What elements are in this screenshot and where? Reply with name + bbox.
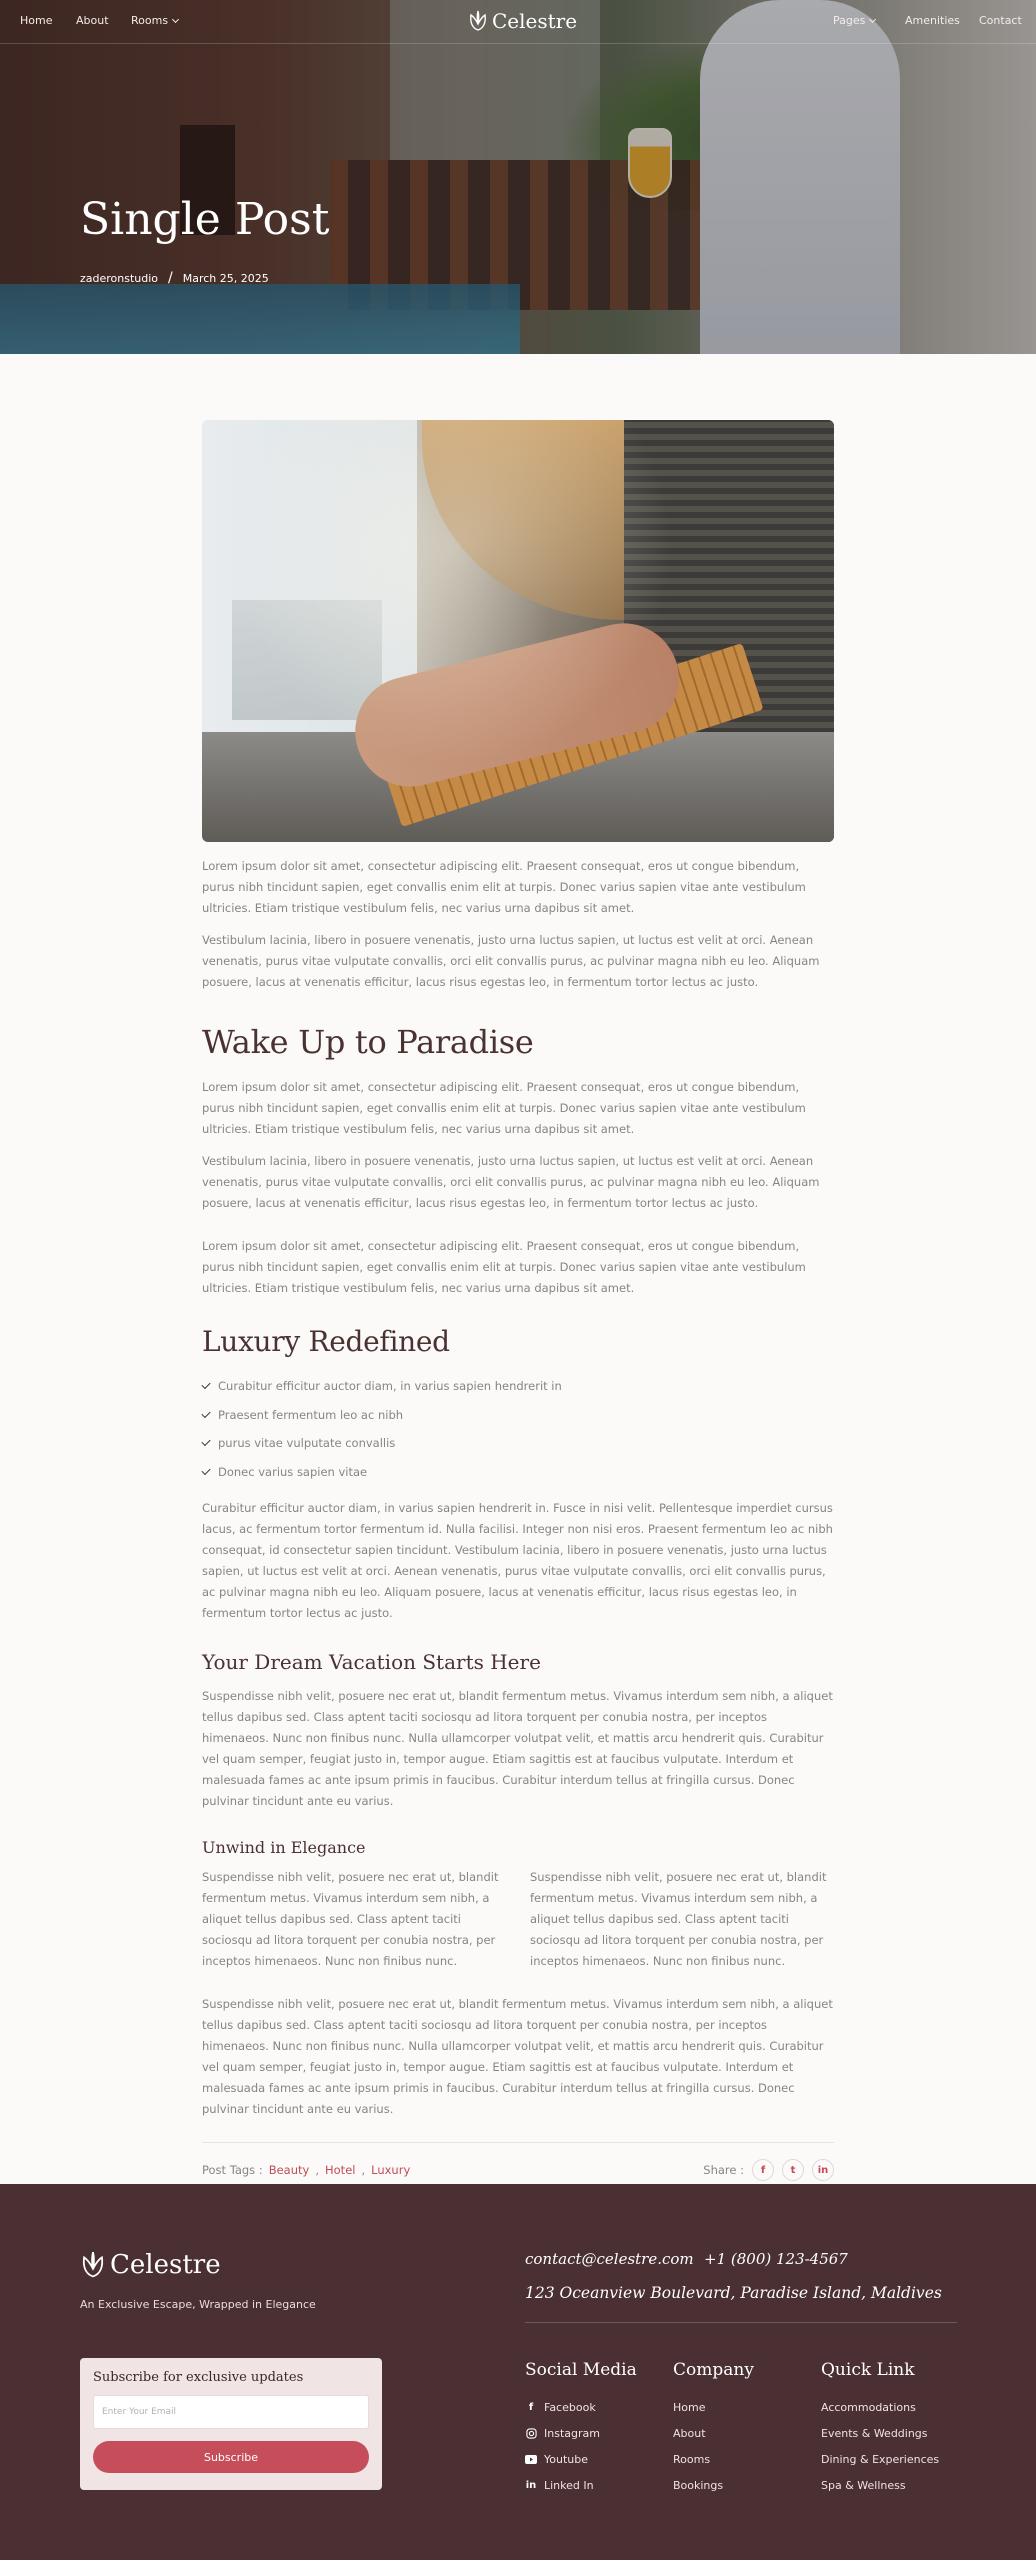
quick-link-events[interactable]: Events & Weddings — [821, 2426, 928, 2440]
nav-rooms[interactable] — [131, 14, 178, 27]
share-label: Share : — [703, 2163, 744, 2177]
paragraph: Lorem ipsum dolor sit amet, consectetur adipiscing elit. Praesent consequat, eros ut congue bibendum, purus nibh tincidunt sapien, eget convallis enim elit at turpis. Donec varius sapien vitae ante vestibulum ultricies. Etiam tristique vestibulum felis, nec varius urna dapibus sit amet. — [202, 859, 806, 915]
check-icon — [201, 1466, 210, 1475]
linkedin-share-icon[interactable]: in — [812, 2159, 834, 2181]
heading-wake-up: Wake Up to Paradise — [202, 1023, 534, 1061]
list-item — [202, 1429, 834, 1458]
chevron-down-icon — [869, 16, 876, 23]
paragraph: Vestibulum lacinia, libero in posuere venenatis, justo urna luctus sapien, ut luctus est velit at orci. Aenean venenatis, purus vitae vulputate convallis, orci elit convallis purus, ac pulvinar magna nibh eu leo. Aliquam posuere, lacus at venenatis efficitur, lacus risus egestas leo, in fermentum tortor lectus ac justo. — [202, 1154, 820, 1210]
twitter-share-icon[interactable]: t — [782, 2159, 804, 2181]
list-item-text: Donec varius sapien vitae — [218, 1464, 368, 1479]
subscribe-button[interactable]: Subscribe — [93, 2441, 369, 2473]
contact-address: 123 Oceanview Boulevard, Paradise Island, Maldives — [525, 2284, 942, 2302]
contact-email[interactable]: contact@celestre.com — [525, 2250, 694, 2268]
company-link-home[interactable]: Home — [673, 2400, 706, 2414]
contact-phone[interactable]: +1 (800) 123-4567 — [704, 2250, 848, 2268]
post-featured-image — [202, 420, 834, 842]
quick-link-dining[interactable]: Dining & Experiences — [821, 2452, 940, 2466]
company-link-bookings[interactable]: Bookings — [673, 2478, 724, 2492]
youtube-icon — [525, 2453, 537, 2465]
footer-company-column — [673, 2360, 754, 2498]
company-title: Company — [673, 2360, 754, 2380]
social-label: Facebook — [544, 2400, 596, 2414]
check-icon — [201, 1409, 210, 1418]
post-meta — [80, 270, 269, 286]
footer-brand-name: Celestre — [110, 2250, 221, 2280]
quick-link-accommodations[interactable]: Accommodations — [821, 2400, 916, 2414]
post-footer — [202, 2142, 834, 2181]
social-label: Linked In — [544, 2478, 594, 2492]
footer-brand-logo[interactable] — [80, 2250, 221, 2280]
facebook-share-icon[interactable]: f — [752, 2159, 774, 2181]
nav-contact[interactable]: Contact — [979, 14, 1022, 27]
page-title: Single Post — [80, 194, 330, 245]
heading-unwind: Unwind in Elegance — [202, 1838, 366, 1857]
check-icon — [201, 1380, 210, 1389]
social-label: Instagram — [544, 2426, 600, 2440]
linkedin-icon: in — [525, 2479, 537, 2491]
two-column-text — [202, 1867, 834, 1972]
facebook-icon: f — [528, 2401, 534, 2413]
nav-about[interactable]: About — [76, 14, 109, 27]
paragraph: Lorem ipsum dolor sit amet, consectetur adipiscing elit. Praesent consequat, eros ut congue bibendum, purus nibh tincidunt sapien, eget convallis enim elit at turpis. Donec varius sapien vitae ante vestibulum ultricies. Etiam tristique vestibulum felis, nec varius urna dapibus sit amet. — [202, 1080, 806, 1136]
heading-luxury: Luxury Redefined — [202, 1325, 450, 1358]
lotus-icon — [80, 2251, 106, 2279]
hero-overlay — [0, 0, 1036, 354]
list-item — [202, 1401, 834, 1430]
post-tags — [202, 2163, 410, 2177]
hero-banner — [0, 0, 1036, 354]
post-date: March 25, 2025 — [182, 271, 269, 285]
brand-logo[interactable] — [468, 9, 577, 33]
tag-beauty[interactable]: Beauty — [268, 2163, 310, 2177]
list-item-text: Praesent fermentum leo ac nibh — [218, 1407, 404, 1422]
top-nav — [0, 0, 1036, 44]
meta-separator: / — [168, 270, 173, 286]
subscribe-box — [80, 2358, 382, 2490]
instagram-icon — [525, 2427, 537, 2439]
social-label: Youtube — [544, 2452, 588, 2466]
lotus-icon — [468, 10, 488, 32]
brand-name: Celestre — [492, 9, 578, 33]
subscribe-title: Subscribe for exclusive updates — [93, 2370, 304, 2385]
post-author[interactable]: zaderonstudio — [80, 271, 159, 285]
social-youtube[interactable] — [525, 2446, 637, 2472]
social-instagram[interactable] — [525, 2420, 637, 2446]
paragraph: Suspendisse nibh velit, posuere nec erat ut, blandit fermentum metus. Vivamus interdum sem nibh, a aliquet tellus dapibus sed. Class aptent taciti sociosqu ad litora torquent per conubia nostra, per inceptos himenaeos. Nunc non finibus nunc. Nulla ullamcorper volutpat velit, et mattis arcu hendrerit quis. Curabitur vel quam semper, feugiat justo in, tempor augue. Etiam sagittis est at faucibus vulputate. Interdum et malesuada fames ac ante ipsum primis in faucibus. Curabitur interdum tellus at fringilla cursus. Donec pulvinar tincidunt ante eu varius. — [202, 1997, 833, 2116]
site-footer — [0, 2184, 1036, 2560]
footer-social-column — [525, 2360, 637, 2498]
share-links — [703, 2159, 834, 2181]
check-icon — [201, 1437, 210, 1446]
tags-label: Post Tags : — [202, 2163, 263, 2177]
heading-dream-vacation: Your Dream Vacation Starts Here — [202, 1650, 541, 1674]
list-item-text: Curabitur efficitur auctor diam, in varius sapien hendrerit in — [218, 1379, 562, 1394]
list-item — [202, 1372, 834, 1401]
tag-separator: , — [315, 2163, 319, 2177]
quick-link-spa[interactable]: Spa & Wellness — [821, 2478, 906, 2492]
paragraph: Suspendisse nibh velit, posuere nec erat ut, blandit fermentum metus. Vivamus interdum sem nibh, a aliquet tellus dapibus sed. Class aptent taciti sociosqu ad litora torquent per conubia nostra, per inceptos himenaeos. Nunc non finibus nunc. Nulla ullamcorper volutpat velit, et mattis arcu hendrerit quis. Curabitur vel quam semper, feugiat justo in, tempor augue. Etiam sagittis est at faucibus vulputate. Interdum et malesuada fames ac ante ipsum primis in faucibus. Curabitur interdum tellus at fringilla cursus. Donec pulvinar tincidunt ante eu varius. — [202, 1689, 833, 1808]
quick-title: Quick Link — [821, 2360, 915, 2380]
paragraph: Vestibulum lacinia, libero in posuere venenatis, justo urna luctus sapien, ut luctus est velit at orci. Aenean venenatis, purus vitae vulputate convallis, orci elit convallis purus, ac pulvinar magna nibh eu leo. Aliquam posuere, lacus at venenatis efficitur, lacus risus egestas leo, in fermentum tortor lectus ac justo. — [202, 933, 820, 989]
social-facebook[interactable] — [525, 2394, 637, 2420]
image-light — [202, 420, 834, 842]
social-linkedin[interactable] — [525, 2472, 637, 2498]
paragraph: Curabitur efficitur auctor diam, in varius sapien hendrerit in. Fusce in nisi velit. Pellentesque imperdiet cursus lacus, ac fermentum tortor fermentum id. Nulla facilisi. Integer non nisi eros. Praesent fermentum leo ac nibh consequat, id consectetur sapien tincidunt. Vestibulum lacinia, libero in posuere venenatis, justo urna luctus sapien, ut luctus est velit at orci. Aenean venenatis, purus vitae vulputate convallis, orci elit convallis purus, ac pulvinar magna nibh eu leo. Aliquam posuere, lacus at venenatis efficitur, lacus risus egestas leo, in fermentum tortor lectus ac justo. — [202, 1501, 833, 1620]
post-content — [202, 420, 834, 2181]
tag-luxury[interactable]: Luxury — [371, 2163, 411, 2177]
nav-pages[interactable] — [833, 14, 875, 27]
paragraph: Lorem ipsum dolor sit amet, consectetur adipiscing elit. Praesent consequat, eros ut congue bibendum, purus nibh tincidunt sapien, eget convallis enim elit at turpis. Donec varius sapien vitae ante vestibulum ultricies. Etiam tristique vestibulum felis, nec varius urna dapibus sit amet. — [202, 1239, 806, 1295]
feature-list — [202, 1372, 834, 1486]
nav-pages-label: Pages — [833, 14, 866, 27]
footer-divider — [525, 2322, 957, 2323]
column-left: Suspendisse nibh velit, posuere nec erat ut, blandit fermentum metus. Vivamus interdum sem nibh, a aliquet tellus dapibus sed. Class aptent taciti sociosqu ad litora torquent per conubia nostra, per inceptos himenaeos. Nunc non finibus nunc. — [202, 1870, 499, 1968]
tag-separator: , — [361, 2163, 366, 2177]
footer-quick-column — [821, 2360, 939, 2498]
tag-hotel[interactable]: Hotel — [325, 2163, 356, 2177]
social-title: Social Media — [525, 2360, 637, 2380]
list-item-text: purus vitae vulputate convallis — [218, 1436, 396, 1451]
nav-home[interactable]: Home — [20, 14, 53, 27]
column-right: Suspendisse nibh velit, posuere nec erat ut, blandit fermentum metus. Vivamus interdum sem nibh, a aliquet tellus dapibus sed. Class aptent taciti sociosqu ad litora torquent per conubia nostra, per inceptos himenaeos. Nunc non finibus nunc. — [530, 1870, 827, 1968]
email-input[interactable]: Enter Your Email — [93, 2395, 369, 2429]
list-item — [202, 1458, 834, 1487]
nav-rooms-label: Rooms — [131, 14, 169, 27]
company-link-rooms[interactable]: Rooms — [673, 2452, 711, 2466]
company-link-about[interactable]: About — [673, 2426, 706, 2440]
nav-amenities[interactable]: Amenities — [905, 14, 960, 27]
footer-tagline: An Exclusive Escape, Wrapped in Elegance — [80, 2298, 316, 2311]
chevron-down-icon — [172, 16, 179, 23]
